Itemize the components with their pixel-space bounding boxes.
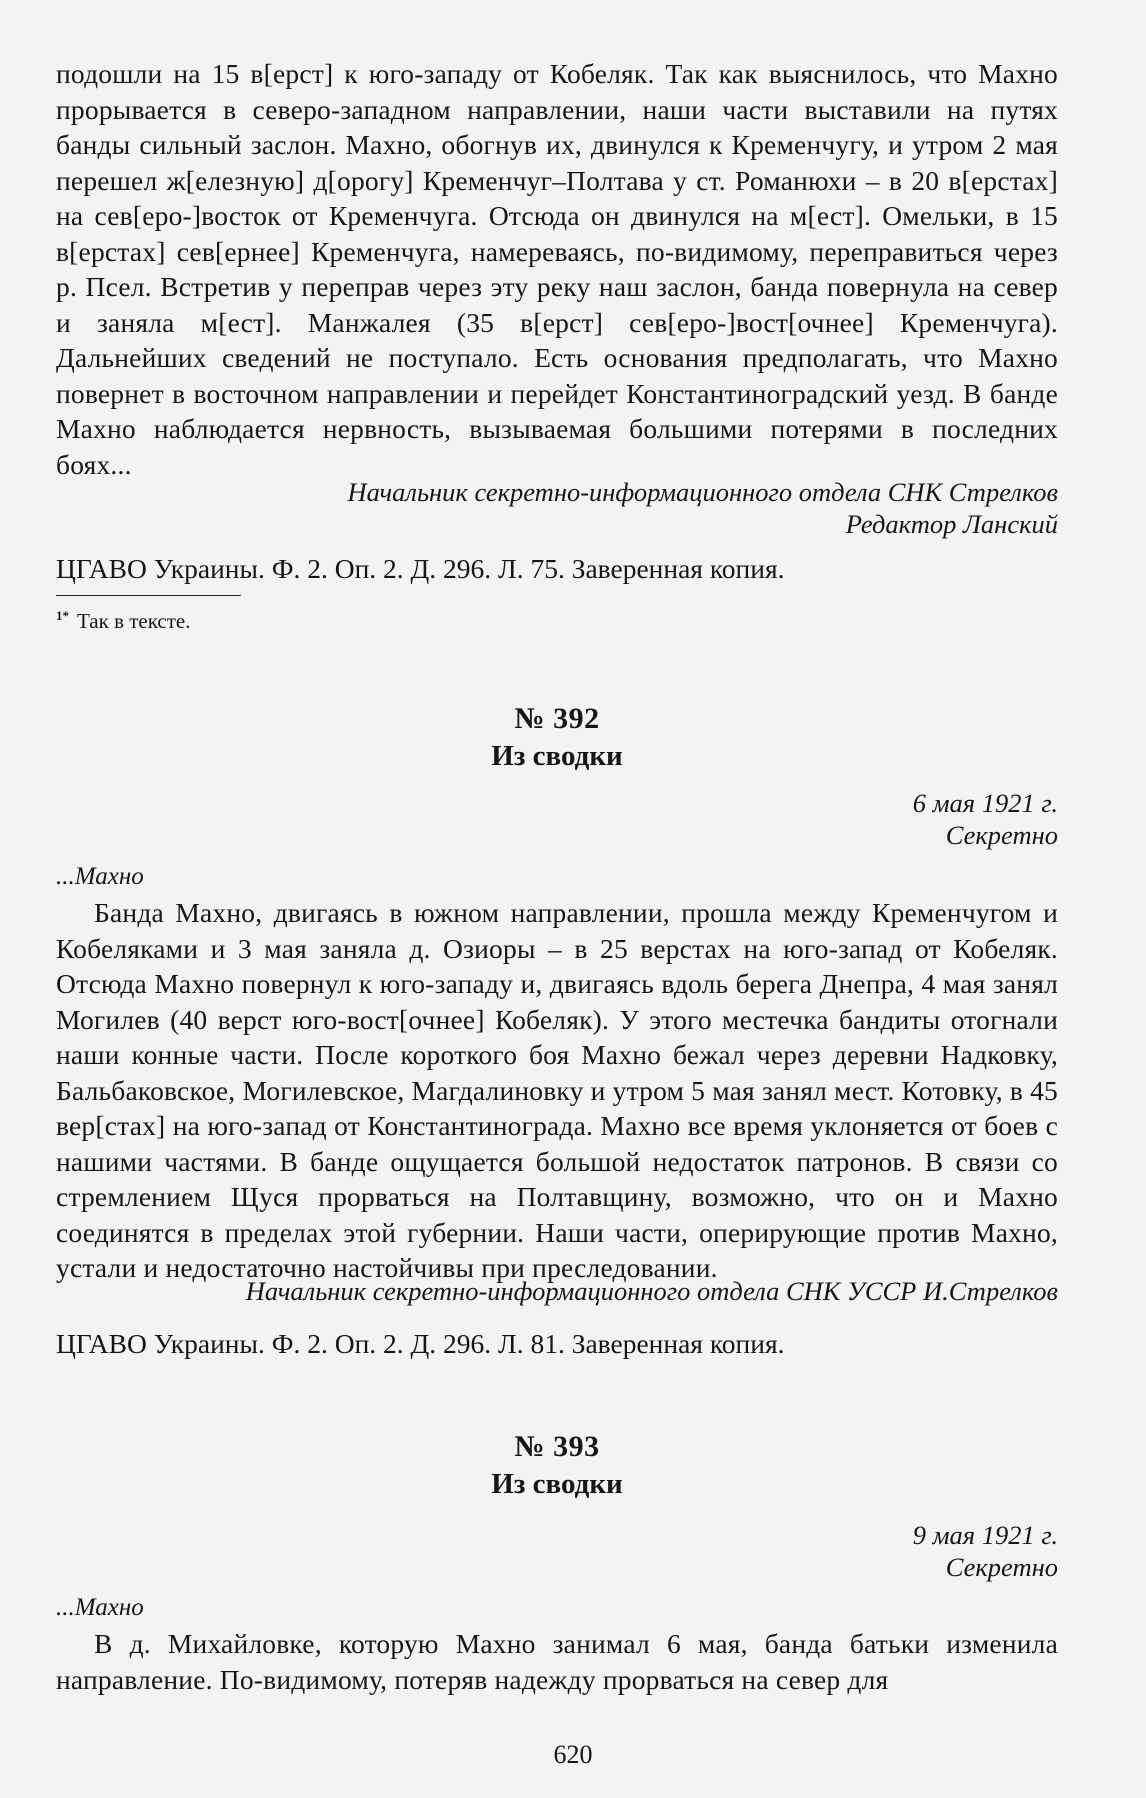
doc-393-date: 9 мая 1921 г. bbox=[912, 1520, 1058, 1550]
continuation-paragraph: подошли на 15 в[ерст] к юго-западу от Кобеляк. Так как выяснилось, что Махно прорывается в северо-западном направлении, наши части выставили на путях банды сильный заслон. Махно, обогнув их, двинулся к Кременчугу, и утром 2 мая перешел ж[елезную] д[орогу] Кременчуг–Полтава у ст. Романюхи – в 20 в[ерстах] на сев[еро-]восток от Кременчуга. Отсюда он двинулся на м[ест]. Омельки, в 15 в[ерстах] сев[ернее] Кременчуга, намереваясь, по-видимому, переправиться через р. Псел. Встретив у переправ через эту реку наш заслон, банда повернула на север и заняла м[ест]. Манжалея (35 в[ерст] сев[еро-]вост[очнее] Кременчуга). Дальнейших сведений не поступало. Есть основания предполагать, что Махно повернет в восточном направлении и перейдет Константиноградский уезд. В банде Махно наблюдается нервность, вызываемая большими потерями в последних боях... bbox=[56, 58, 1058, 480]
doc-393-section-label: ...Махно bbox=[56, 1594, 144, 1621]
doc-393-classification: Секретно bbox=[945, 1552, 1058, 1582]
page-number: 620 bbox=[553, 1740, 593, 1769]
doc-393-number: № 393 bbox=[514, 1430, 600, 1463]
doc-392-date: 6 мая 1921 г. bbox=[912, 788, 1058, 818]
signature-editor: Редактор Ланский bbox=[845, 509, 1058, 539]
doc-393-meta bbox=[56, 1519, 1058, 1583]
doc-392-source-block bbox=[56, 1327, 1058, 1361]
archive-reference: ЦГАВО Украины. Ф. 2. Оп. 2. Д. 296. Л. 75. Заверенная копия. bbox=[56, 553, 785, 584]
doc-393-paragraph: В д. Михайловке, которую Махно занимал 6 мая, банда батьки изменила направление. По-видимому, потеряв надежду прорваться на север для bbox=[56, 1628, 1058, 1695]
doc-393-title: Из сводки bbox=[491, 1468, 623, 1500]
continuation-block bbox=[56, 56, 1058, 482]
doc-392-section bbox=[56, 862, 1058, 892]
doc-392-signature: Начальник секретно-информационного отдела СНК УССР И.Стрелков bbox=[245, 1276, 1058, 1306]
doc-392-body bbox=[56, 895, 1058, 1286]
footnote-mark: 1* bbox=[56, 608, 69, 623]
doc-392-paragraph: Банда Махно, двигаясь в южном направлении, прошла между Кременчугом и Кобеляками и 3 мая заняла д. Озиоры – в 25 верстах на юго-запад от Кобеляк. Отсюда Махно повернул к юго-западу и, двигаясь вдоль берега Днепра, 4 мая занял Могилев (40 верст юго-вост[очнее] Кобеляк). У этого местечка бандиты отогнали наши конные части. После короткого боя Махно бежал через деревни Надковку, Бальбаковское, Могилевское, Магдалиновку и утром 5 мая занял мест. Котовку, в 45 вер[стах] на юго-запад от Константинограда. Махно все время уклоняется от боев с нашими частями. В банде ощущается большой недостаток патронов. В связи со стремлением Щуся прорваться на Полтавщину, возможно, что он и Махно соединятся в пределах этой губернии. Наши части, оперирующие против Махно, устали и недостаточно настойчивы при преследовании. bbox=[56, 897, 1058, 1283]
doc-393-header bbox=[56, 1428, 1058, 1502]
signature-chief: Начальник секретно-информационного отдела СНК Стрелков bbox=[347, 477, 1058, 507]
doc-392-section-label: ...Махно bbox=[56, 863, 144, 890]
doc-393-body bbox=[56, 1626, 1058, 1697]
doc-392-number: № 392 bbox=[514, 702, 600, 735]
doc-392-header bbox=[56, 700, 1058, 774]
doc-392-source: ЦГАВО Украины. Ф. 2. Оп. 2. Д. 296. Л. 81. Заверенная копия. bbox=[56, 1328, 785, 1359]
doc-393-section bbox=[56, 1593, 1058, 1623]
footnote bbox=[56, 603, 1058, 634]
continuation-signatures bbox=[56, 476, 1058, 540]
doc-392-title: Из сводки bbox=[491, 740, 623, 772]
doc-392-classification: Секретно bbox=[945, 820, 1058, 850]
doc-392-signature-block bbox=[56, 1275, 1058, 1307]
footnote-divider bbox=[56, 595, 241, 596]
footnote-text: Так в тексте. bbox=[77, 609, 191, 633]
continuation-source bbox=[56, 552, 1058, 586]
doc-392-meta bbox=[56, 787, 1058, 851]
